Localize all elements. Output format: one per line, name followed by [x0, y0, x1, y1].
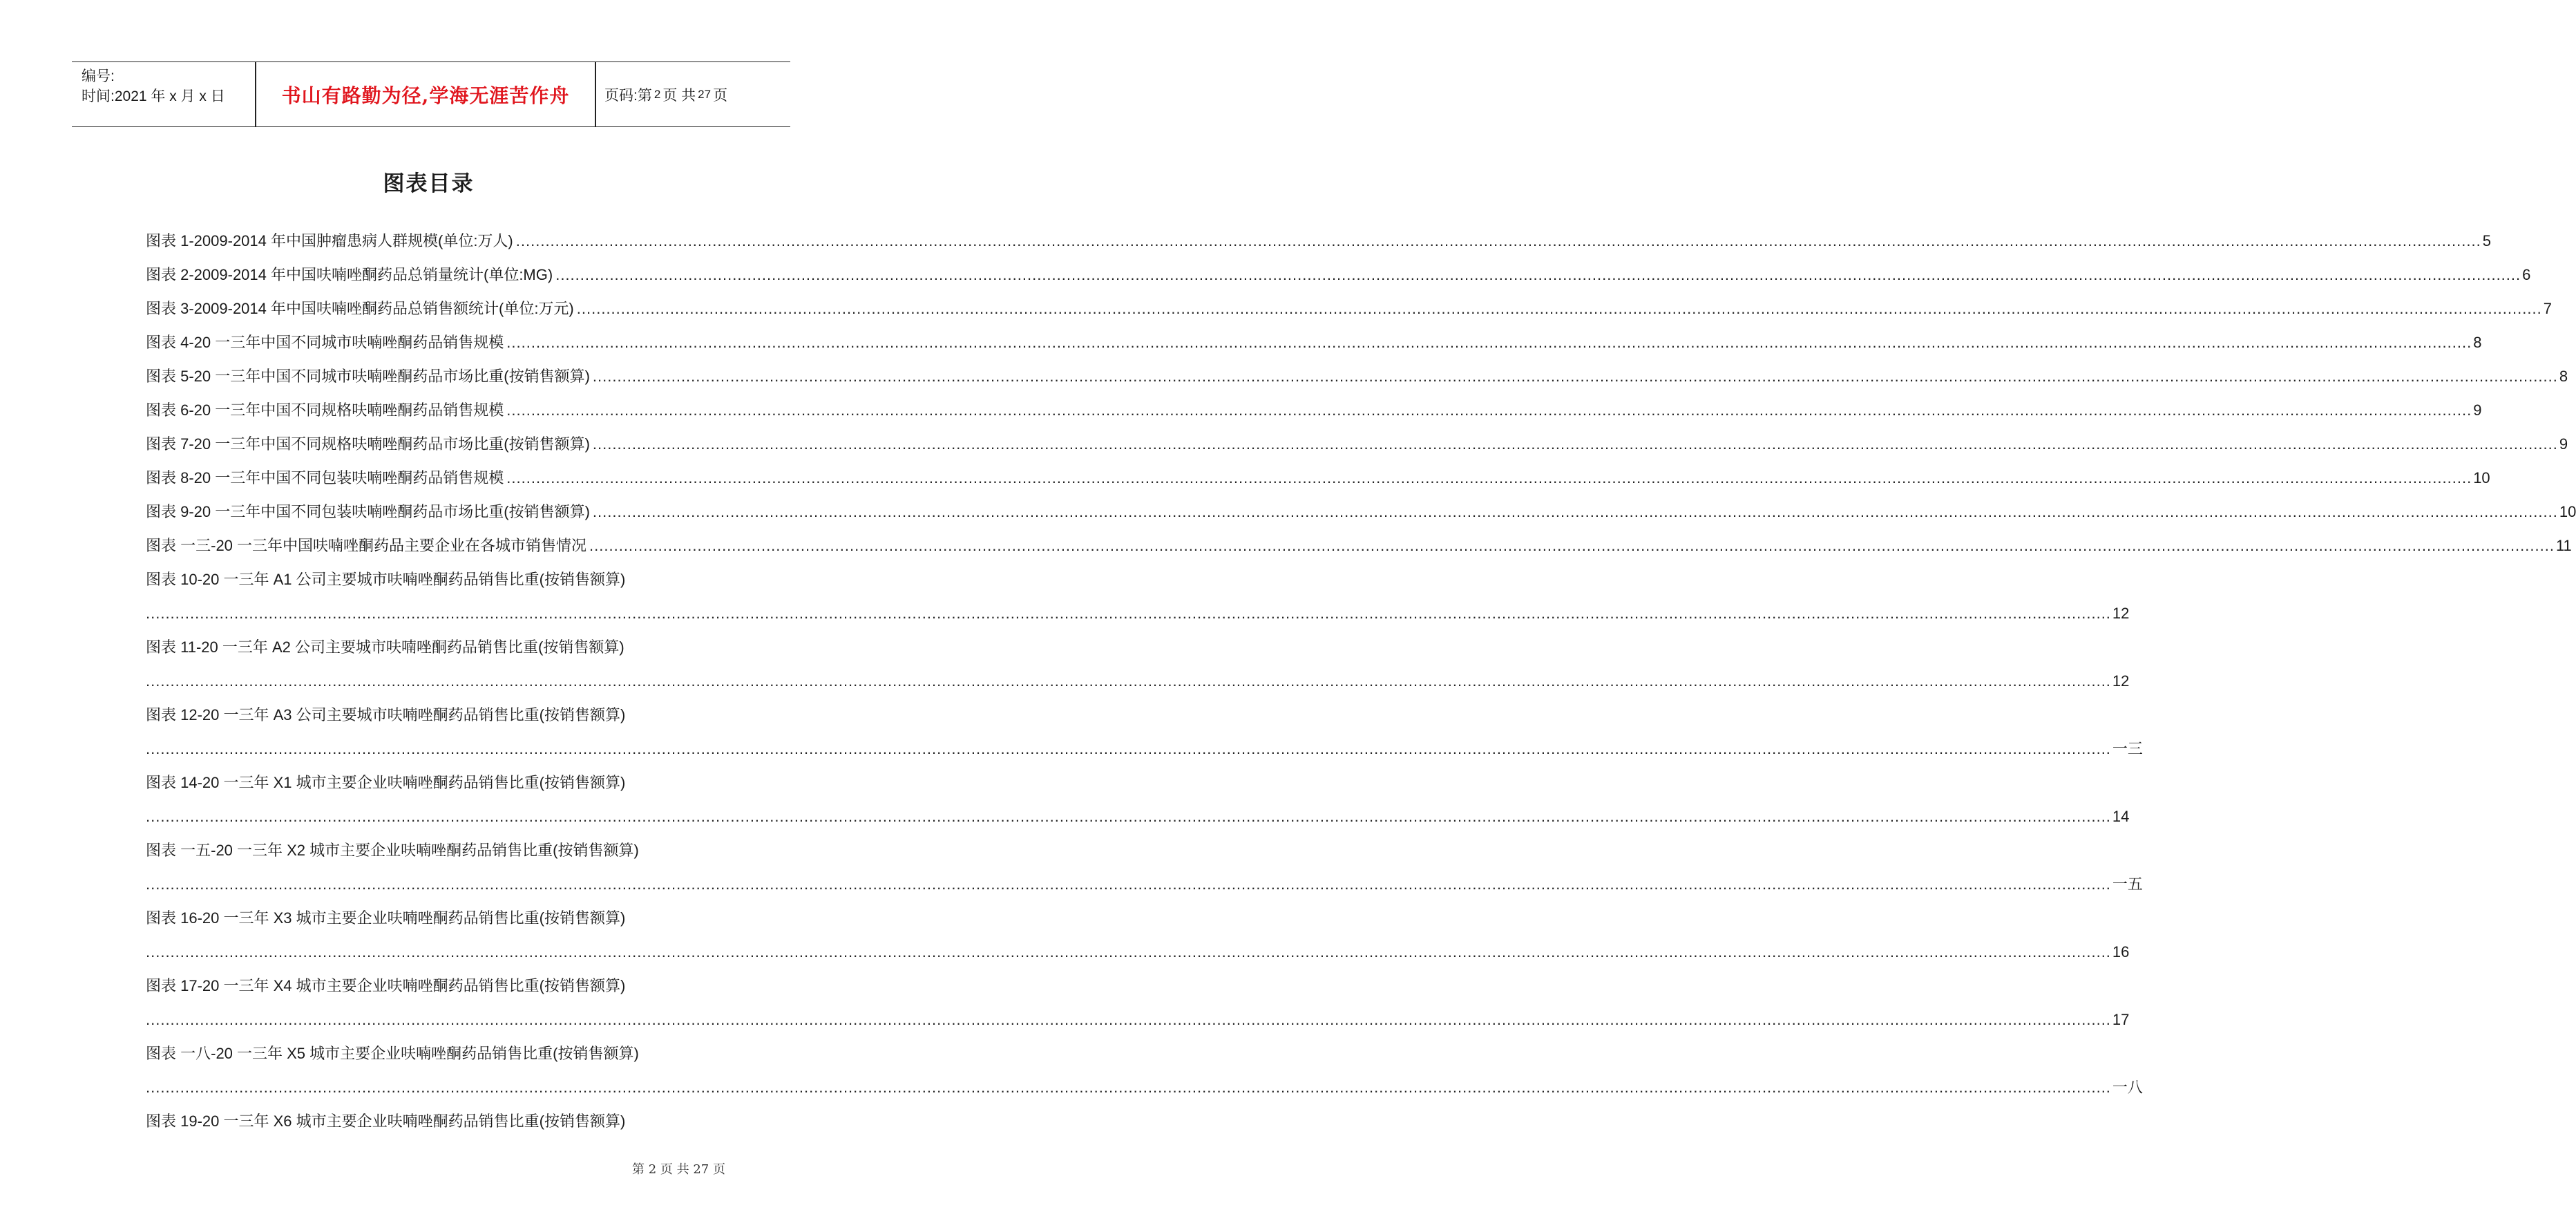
- header-page-suffix: 页: [713, 87, 728, 104]
- toc-dot-leader: ................................................................................................................................................................................................................................................................................................................................................................................................................: [589, 537, 2555, 554]
- toc-dot-leader: ................................................................................................................................................................................................................................................................................................................................................................................................................: [146, 1011, 2111, 1028]
- toc-entry[interactable]: [146, 359, 2568, 393]
- toc-entry[interactable]: [146, 461, 2490, 495]
- footer-total: 27: [693, 1162, 709, 1177]
- header-divider: [595, 62, 596, 126]
- toc-entry-title: 图表 12-20 一三年 A3 公司主要城市呋喃唑酮药品销售比重(按销售额算): [146, 706, 626, 723]
- toc-entry-title: 图表 16-20 一三年 X3 城市主要企业呋喃唑酮药品销售比重(按销售额算): [146, 909, 626, 927]
- header-motto: 书山有路勤为径,学海无涯苦作舟: [281, 84, 570, 107]
- toc-entry[interactable]: [146, 325, 2482, 359]
- toc-entry-page: 16: [2112, 943, 2130, 960]
- page-header: [72, 61, 790, 127]
- toc-entry-title: 图表 一五-20 一三年 X2 城市主要企业呋喃唑酮药品销售比重(按销售额算): [146, 842, 639, 859]
- toc-entry[interactable]: [146, 562, 2130, 630]
- toc-entry[interactable]: [146, 427, 2568, 461]
- toc-entry[interactable]: [146, 495, 2576, 529]
- toc-dot-leader: ................................................................................................................................................................................................................................................................................................................................................................................................................: [555, 266, 2521, 283]
- toc-entry-title: 图表 17-20 一三年 X4 城市主要企业呋喃唑酮药品销售比重(按销售额算): [146, 977, 626, 994]
- toc-list: [146, 224, 2576, 1138]
- toc-entry-title: 图表 10-20 一三年 A1 公司主要城市呋喃唑酮药品销售比重(按销售额算): [146, 571, 626, 588]
- header-page-prefix: 页码:第: [604, 87, 652, 104]
- toc-entry-page: 7: [2543, 300, 2552, 317]
- toc-dot-leader: ................................................................................................................................................................................................................................................................................................................................................................................................................: [146, 605, 2111, 622]
- toc-entry-title: 图表 11-20 一三年 A2 公司主要城市呋喃唑酮药品销售比重(按销售额算): [146, 638, 624, 656]
- footer-mid: 页 共: [660, 1162, 689, 1177]
- toc-entry[interactable]: [146, 529, 2572, 562]
- toc-dot-leader: ................................................................................................................................................................................................................................................................................................................................................................................................................: [146, 740, 2111, 757]
- toc-dot-leader: ................................................................................................................................................................................................................................................................................................................................................................................................................: [592, 503, 2558, 520]
- toc-entry-page: 9: [2473, 401, 2482, 419]
- toc-entry-title: 图表 一三-20 一三年中国呋喃唑酮药品主要企业在各城市销售情况: [146, 537, 587, 554]
- toc-entry-page: 11: [2555, 537, 2572, 554]
- page-footer: [0, 1159, 725, 1177]
- toc-entry-page: 12: [2112, 605, 2130, 622]
- toc-entry[interactable]: [146, 292, 2552, 325]
- toc-entry-page: 5: [2482, 232, 2491, 249]
- header-page-total: 27: [698, 87, 712, 101]
- header-page-mid: 页 共: [662, 87, 696, 104]
- footer-prefix: 第: [631, 1162, 645, 1177]
- toc-entry-page: 10: [2473, 469, 2490, 486]
- toc-dot-leader: ................................................................................................................................................................................................................................................................................................................................................................................................................: [592, 368, 2558, 385]
- toc-entry[interactable]: [146, 698, 2143, 766]
- toc-entry-page: 8: [2559, 368, 2568, 385]
- toc-entry-title: 图表 6-20 一三年中国不同规格呋喃唑酮药品销售规模: [146, 401, 504, 419]
- toc-entry-title: 图表 7-20 一三年中国不同规格呋喃唑酮药品市场比重(按销售额算): [146, 435, 590, 453]
- toc-entry-title: 图表 19-20 一三年 X6 城市主要企业呋喃唑酮药品销售比重(按销售额算): [146, 1112, 626, 1130]
- toc-entry[interactable]: [146, 630, 2130, 698]
- header-meta: [82, 66, 254, 106]
- header-page-indicator: [604, 62, 727, 126]
- toc-entry[interactable]: [146, 969, 2130, 1036]
- toc-entry[interactable]: [146, 833, 2143, 901]
- toc-entry-page: 6: [2522, 266, 2531, 283]
- toc-entry-title: 图表 9-20 一三年中国不同包装呋喃唑酮药品市场比重(按销售额算): [146, 503, 590, 520]
- page-title: 图表目录: [383, 171, 475, 196]
- toc-entry-page: 一五: [2112, 875, 2143, 893]
- toc-dot-leader: ................................................................................................................................................................................................................................................................................................................................................................................................................: [515, 232, 2481, 249]
- toc-entry-title: 图表 5-20 一三年中国不同城市呋喃唑酮药品市场比重(按销售额算): [146, 368, 590, 385]
- header-number-label: 编号:: [82, 68, 115, 84]
- toc-dot-leader: ................................................................................................................................................................................................................................................................................................................................................................................................................: [146, 672, 2111, 690]
- toc-entry[interactable]: [146, 258, 2531, 292]
- toc-entry[interactable]: [146, 1036, 2143, 1104]
- toc-entry-page: 9: [2559, 435, 2568, 453]
- toc-entry-title: 图表 2-2009-2014 年中国呋喃唑酮药品总销量统计(单位:MG): [146, 266, 553, 283]
- toc-entry-page: 8: [2473, 334, 2482, 351]
- toc-entry[interactable]: [146, 901, 2130, 969]
- footer-suffix: 页: [713, 1162, 725, 1177]
- toc-entry-page: 10: [2559, 503, 2576, 520]
- toc-dot-leader: ................................................................................................................................................................................................................................................................................................................................................................................................................: [592, 435, 2558, 453]
- toc-entry[interactable]: [146, 393, 2482, 427]
- toc-entry-page: 14: [2112, 808, 2130, 825]
- toc-entry-title: 图表 4-20 一三年中国不同城市呋喃唑酮药品销售规模: [146, 334, 504, 351]
- toc-dot-leader: ................................................................................................................................................................................................................................................................................................................................................................................................................: [506, 469, 2472, 486]
- toc-entry-page: 17: [2112, 1011, 2130, 1028]
- toc-entry-page: 一三: [2112, 740, 2143, 757]
- toc-dot-leader: ................................................................................................................................................................................................................................................................................................................................................................................................................: [576, 300, 2542, 317]
- toc-entry-page: 12: [2112, 672, 2130, 690]
- header-page-current: 2: [653, 87, 661, 101]
- toc-entry[interactable]: [146, 1104, 732, 1138]
- toc-entry[interactable]: [146, 766, 2130, 833]
- toc-dot-leader: ................................................................................................................................................................................................................................................................................................................................................................................................................: [506, 401, 2472, 419]
- toc-entry-title: 图表 1-2009-2014 年中国肿瘤患病人群规模(单位:万人): [146, 232, 513, 249]
- toc-entry[interactable]: [146, 224, 2491, 258]
- toc-entry-title: 图表 3-2009-2014 年中国呋喃唑酮药品总销售额统计(单位:万元): [146, 300, 574, 317]
- footer-current: 2: [648, 1162, 657, 1177]
- toc-dot-leader: ................................................................................................................................................................................................................................................................................................................................................................................................................: [146, 943, 2111, 960]
- toc-dot-leader: ................................................................................................................................................................................................................................................................................................................................................................................................................: [506, 334, 2472, 351]
- toc-dot-leader: ................................................................................................................................................................................................................................................................................................................................................................................................................: [146, 875, 2111, 893]
- toc-entry-page: 一八: [2112, 1079, 2143, 1096]
- toc-dot-leader: ................................................................................................................................................................................................................................................................................................................................................................................................................: [146, 1079, 2111, 1096]
- toc-entry-title: 图表 14-20 一三年 X1 城市主要企业呋喃唑酮药品销售比重(按销售额算): [146, 774, 626, 791]
- toc-dot-leader: ................................................................................................................................................................................................................................................................................................................................................................................................................: [146, 808, 2111, 825]
- header-time-label: 时间:2021 年 x 月 x 日: [82, 88, 225, 104]
- toc-entry-title: 图表 8-20 一三年中国不同包装呋喃唑酮药品销售规模: [146, 469, 504, 486]
- toc-entry-title: 图表 一八-20 一三年 X5 城市主要企业呋喃唑酮药品销售比重(按销售额算): [146, 1045, 639, 1062]
